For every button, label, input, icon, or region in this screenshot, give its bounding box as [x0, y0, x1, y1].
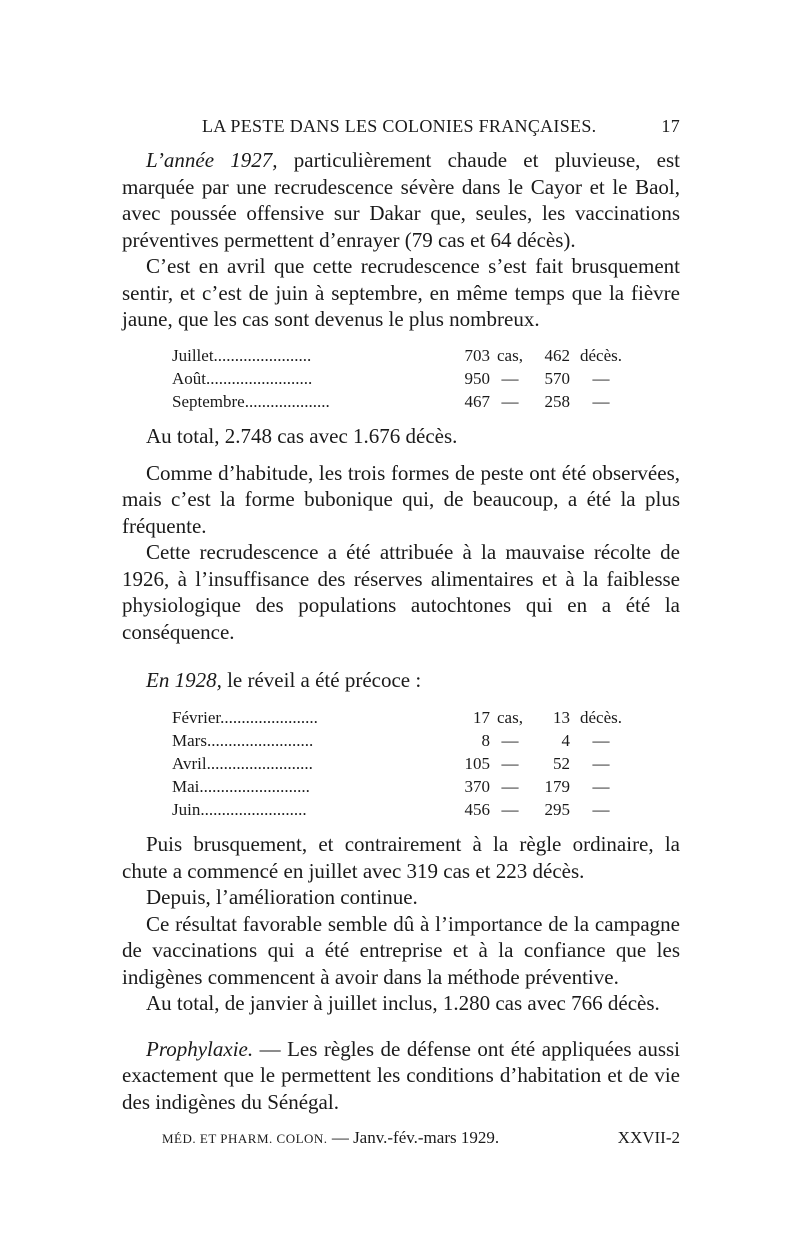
month-label: Septembre.................... [172, 391, 330, 411]
paragraph-vaccination: Ce résultat favorable semble dû à l’importance de la campagne de vaccinations qui a été entreprise et à la confiance que les indigènes commencent à avoir dans la méthode préventive. [122, 911, 680, 989]
deaths-unit: — [592, 391, 610, 411]
month-label: Avril......................... [172, 753, 313, 773]
deaths-value: 179 [544, 776, 570, 796]
month-label: Mai.......................... [172, 776, 310, 796]
month-label: Août......................... [172, 368, 313, 388]
section-1928 [122, 667, 680, 694]
month-label: Février....................... [172, 707, 318, 727]
page-number: 17 [661, 116, 680, 136]
journal-issue: — Janv.-fév.-mars 1929. [331, 1128, 500, 1147]
table-row [172, 775, 632, 798]
prophylaxie-lead: Prophylaxie. [146, 1036, 254, 1061]
deaths-unit: décès. [579, 345, 622, 365]
cases-unit: — [501, 391, 519, 411]
table-row [172, 367, 632, 390]
total-1927: Au total, 2.748 cas avec 1.676 décès. [146, 424, 458, 448]
running-header [202, 116, 680, 137]
paragraph-causes: Cette recrudescence a été attribuée à la mauvaise récolte de 1926, à l’insuffisance des réserves alimentaires et à la faiblesse physiologique des populations autochtones qui en a été la conséquence. [122, 540, 680, 644]
deaths-value: 52 [553, 753, 570, 773]
cases-value: 456 [464, 799, 490, 819]
month-label: Mars......................... [172, 730, 314, 750]
cases-unit: — [501, 776, 519, 796]
journal-name: MÉD. ET PHARM. COLON. [162, 1131, 328, 1146]
section-1928-summary [122, 831, 680, 1115]
cases-value: 8 [481, 730, 490, 750]
paragraph-1928-text: le réveil a été précoce : [221, 668, 422, 692]
footer [162, 1128, 680, 1148]
year-1927-lead: L’année 1927, [146, 148, 278, 172]
cases-value: 370 [464, 776, 490, 796]
deaths-unit: — [592, 368, 610, 388]
table-row [172, 390, 632, 413]
deaths-value: 570 [544, 368, 570, 388]
cases-value: 105 [464, 753, 490, 773]
cases-value: 467 [464, 391, 490, 411]
paragraph-forms: Comme d’habitude, les trois formes de peste ont été observées, mais c’est la forme bubonique qui, de beaucoup, a été la plus fréquente. [122, 460, 680, 538]
cases-unit: cas, [497, 345, 523, 365]
deaths-unit: — [592, 799, 610, 819]
table-row [172, 729, 632, 752]
deaths-unit: — [592, 776, 610, 796]
signature-mark: XXVII-2 [617, 1128, 680, 1147]
cases-unit: — [501, 799, 519, 819]
paragraph-1928-intro [122, 667, 680, 694]
cases-unit: cas, [497, 707, 523, 727]
total-1928: Au total, de janvier à juillet inclus, 1.280 cas avec 766 décès. [146, 991, 660, 1015]
paragraph-april: C’est en avril que cette recrudescence s’est fait brusquement sentir, et c’est de juin à septembre, en même temps que la fièvre jaune, que les cas sont devenus le plus nombreux. [122, 254, 680, 331]
table-row [172, 752, 632, 775]
paragraph-july: Puis brusquement, et contrairement à la règle ordinaire, la chute a commencé en juillet avec 319 cas et 223 décès. [122, 832, 680, 883]
month-label: Juillet....................... [172, 345, 312, 365]
running-title: LA PESTE DANS LES COLONIES FRANÇAISES. [202, 116, 597, 136]
paragraph-1927-text: particulièrement chaude et pluvieuse, est marquée par une recrudescence sévère dans le Cayor et le Baol, avec poussée offensive sur Dakar que, seules, les vaccinations préventives permettent d’enrayer (79 cas et 64 décès). [122, 148, 680, 252]
year-1928-lead: En 1928, [146, 668, 222, 692]
paragraph-improvement: Depuis, l’amélioration continue. [146, 885, 418, 909]
prophylaxie-text: — Les règles de défense ont été appliquées aussi exactement que le permettent les conditions d’habitation et de vie des indigènes du Sénégal. [122, 1036, 680, 1114]
paragraph-1927-intro [122, 147, 680, 253]
table-row [172, 798, 632, 821]
deaths-unit: décès. [579, 707, 622, 727]
table-row [172, 344, 632, 367]
cases-value: 17 [473, 707, 490, 727]
paragraph-prophylaxie [122, 1036, 680, 1116]
deaths-value: 4 [561, 730, 570, 750]
cases-unit: — [501, 730, 519, 750]
deaths-value: 13 [553, 707, 570, 727]
deaths-value: 462 [544, 345, 570, 365]
month-label: Juin......................... [172, 799, 307, 819]
cases-unit: — [501, 368, 519, 388]
table-row [172, 706, 632, 729]
cases-value: 950 [464, 368, 490, 388]
deaths-unit: — [592, 730, 610, 750]
section-1927 [122, 147, 680, 333]
cases-unit: — [501, 753, 519, 773]
deaths-value: 295 [544, 799, 570, 819]
section-1927-summary [122, 423, 680, 645]
cases-value: 703 [464, 345, 490, 365]
deaths-unit: — [592, 753, 610, 773]
table-1927 [172, 344, 632, 413]
deaths-value: 258 [544, 391, 570, 411]
table-1928 [172, 706, 632, 821]
